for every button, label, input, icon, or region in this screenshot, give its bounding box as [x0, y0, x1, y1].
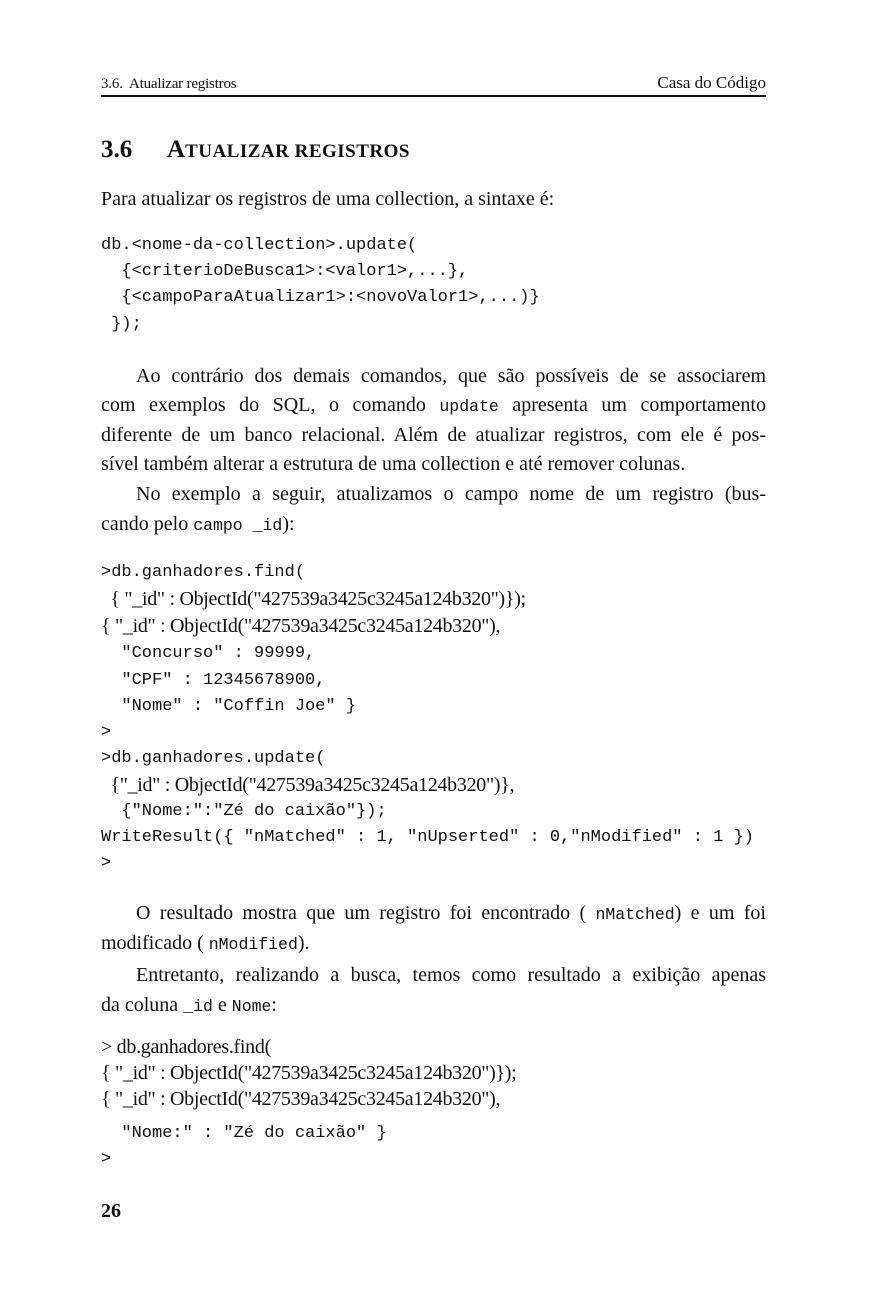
paragraph-line: No exemplo a seguir, atualizamos o campo nome de um registro (bus- — [136, 483, 766, 505]
code-line: >db.ganhadores.find( — [101, 563, 306, 582]
code-line: {<campoParaAtualizar1>:<novoValor1>,...)} — [101, 288, 540, 307]
page-number: 26 — [101, 1200, 121, 1222]
text-run: ). — [297, 932, 310, 954]
code-line: >db.ganhadores.update( — [101, 749, 326, 768]
section-title-rest: TUALIZAR REGISTROS — [185, 141, 410, 162]
code-line: { "_id" : ObjectId("427539a3425c3245a124b320"), — [101, 1088, 501, 1110]
paragraph-line: diferente de um banco relacional. Além de atualizar registros, com ele é pos- — [101, 424, 766, 446]
intro-paragraph: Para atualizar os registros de uma collection, a sintaxe é: — [101, 188, 555, 210]
code-line: }); — [101, 315, 142, 334]
running-header-publisher: Casa do Código — [657, 73, 766, 92]
code-line: > db.ganhadores.find( — [101, 1036, 271, 1058]
inline-code-campo-id: campo _id — [193, 516, 283, 535]
inline-code-nmatched: nMatched — [595, 905, 675, 924]
paragraph-line — [101, 928, 766, 960]
text-run: apresenta um comportamento — [498, 394, 766, 416]
inline-code-nome: Nome — [231, 997, 272, 1016]
section-number: 3.6 — [101, 136, 133, 163]
paragraph-line: sível também alterar a estrutura de uma collection e até remover colunas. — [101, 453, 686, 475]
code-line: {<criterioDeBusca1>:<valor1>,...}, — [101, 262, 469, 281]
code-line: "Nome:" : "Zé do caixão" } — [101, 1124, 387, 1143]
paragraph-line — [101, 898, 766, 930]
code-line: db.<nome-da-collection>.update( — [101, 236, 418, 255]
paragraph-line: Ao contrário dos demais comandos, que são possíveis de se associarem — [136, 365, 766, 387]
section-heading — [101, 134, 410, 168]
paragraph-line — [101, 990, 766, 1022]
text-run: : — [271, 994, 277, 1016]
code-line: { "_id" : ObjectId("427539a3425c3245a124b320"), — [101, 615, 501, 637]
text-run: e — [212, 994, 232, 1016]
code-line: WriteResult({ "nMatched" : 1, "nUpserted" : 0,"nModified" : 1 }) — [101, 828, 754, 847]
section-title-initial: A — [167, 136, 186, 163]
code-line: { "_id" : ObjectId("427539a3425c3245a124b320")}); — [101, 1062, 517, 1084]
text-run: O resultado mostra que um registro foi encontrado ( — [136, 902, 596, 924]
text-run: ) e um foi — [674, 902, 766, 924]
code-line: "Nome" : "Coffin Joe" } — [101, 697, 357, 716]
code-line: > — [101, 1150, 112, 1169]
code-line: {"_id" : ObjectId("427539a3425c3245a124b320")}, — [101, 774, 515, 796]
code-line: "Concurso" : 99999, — [101, 644, 316, 663]
code-line: "CPF" : 12345678900, — [101, 671, 326, 690]
code-line: > — [101, 723, 112, 742]
running-header-section: 3.6. Atualizar registros — [101, 76, 237, 92]
header-rule — [101, 95, 766, 97]
inline-code-id: _id — [183, 997, 213, 1016]
text-run: com exemplos do SQL, o comando — [101, 394, 440, 416]
text-run: ): — [282, 513, 295, 535]
code-line: {"Nome:":"Zé do caixão"}); — [101, 802, 387, 821]
text-run: cando pelo — [101, 513, 194, 535]
code-line: { "_id" : ObjectId("427539a3425c3245a124b320")}); — [101, 588, 526, 610]
text-run: da coluna — [101, 994, 184, 1016]
text-run: modificado ( — [101, 932, 209, 954]
code-line: > — [101, 854, 112, 873]
paragraph-line: Entretanto, realizando a busca, temos como resultado a exibição apenas — [136, 964, 766, 986]
paragraph-line — [101, 509, 766, 541]
paragraph-line — [101, 390, 766, 422]
inline-code-update: update — [439, 397, 499, 416]
inline-code-nmodified: nModified — [208, 935, 298, 954]
